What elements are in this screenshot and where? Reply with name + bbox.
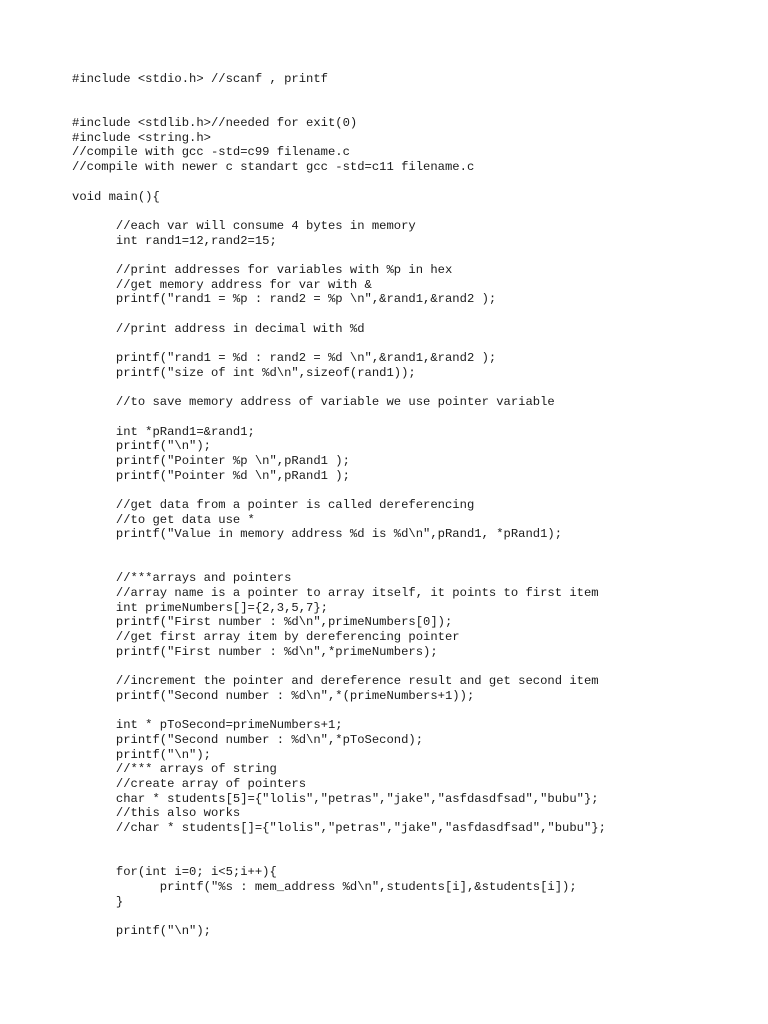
code-line: printf("Second number : %d\n",*(primeNumbers+1));: [72, 688, 475, 703]
code-line: int * pToSecond=primeNumbers+1;: [72, 718, 343, 733]
code-line: printf("Second number : %d\n",*pToSecond);: [72, 732, 424, 747]
code-line: int *pRand1=&rand1;: [72, 424, 255, 439]
code-line: //get data from a pointer is called dereferencing: [72, 497, 475, 512]
code-line: [72, 307, 752, 322]
code-line: [72, 660, 752, 675]
code-line: }: [72, 894, 124, 909]
code-line: printf("First number : %d\n",primeNumbers[0]);: [72, 615, 453, 630]
code-line: [72, 204, 752, 219]
code-line: printf("\n");: [72, 747, 211, 762]
code-line: [72, 557, 752, 572]
code-line: //each var will consume 4 bytes in memory: [72, 218, 416, 233]
code-line: //to get data use *: [72, 512, 255, 527]
code-line: //char * students[]={"lolis","petras","jake","asfdasdfsad","bubu"};: [72, 821, 606, 836]
code-line: [72, 483, 752, 498]
code-line: [72, 836, 752, 851]
code-line: for(int i=0; i<5;i++){: [72, 865, 277, 880]
code-line: [72, 175, 752, 190]
code-line: //get first array item by dereferencing pointer: [72, 630, 460, 645]
code-line: char * students[5]={"lolis","petras","jake","asfdasdfsad","bubu"};: [72, 791, 599, 806]
code-line: #include <stdlib.h>//needed for exit(0): [72, 116, 358, 131]
code-line: //to save memory address of variable we use pointer variable: [72, 395, 555, 410]
code-line: printf("rand1 = %p : rand2 = %p \n",&rand1,&rand2 );: [72, 292, 497, 307]
code-line: //compile with gcc -std=c99 filename.c: [72, 145, 350, 160]
code-line: printf("\n");: [72, 439, 211, 454]
code-line: //get memory address for var with &: [72, 277, 372, 292]
code-line: [72, 909, 752, 924]
code-line: //this also works: [72, 806, 241, 821]
code-line: printf("\n");: [72, 923, 211, 938]
code-line: [72, 704, 752, 719]
code-line: #include <stdio.h> //scanf , printf: [72, 72, 328, 86]
code-line: printf("Value in memory address %d is %d\n",pRand1, *pRand1);: [72, 527, 563, 542]
code-line: printf("rand1 = %d : rand2 = %d \n",&rand1,&rand2 );: [72, 351, 497, 366]
code-line: [72, 542, 752, 557]
code-line: //print address in decimal with %d: [72, 321, 365, 336]
code-line: void main(){: [72, 189, 160, 204]
code-document: [72, 72, 752, 939]
code-line: printf("Pointer %p \n",pRand1 );: [72, 453, 350, 468]
code-line: //increment the pointer and dereference result and get second item: [72, 674, 599, 689]
code-line: int rand1=12,rand2=15;: [72, 233, 277, 248]
code-line: #include <string.h>: [72, 130, 211, 145]
code-line: [72, 380, 752, 395]
code-line: //print addresses for variables with %p in hex: [72, 262, 453, 277]
code-line: printf("%s : mem_address %d\n",students[i],&students[i]);: [72, 879, 577, 894]
code-line: //***arrays and pointers: [72, 571, 292, 586]
code-line: [72, 410, 752, 425]
code-line: [72, 87, 752, 102]
code-line: printf("size of int %d\n",sizeof(rand1));: [72, 365, 416, 380]
code-line: printf("Pointer %d \n",pRand1 );: [72, 468, 350, 483]
code-line: //*** arrays of string: [72, 762, 277, 777]
code-line: int primeNumbers[]={2,3,5,7};: [72, 600, 328, 615]
code-line: [72, 850, 752, 865]
code-line: [72, 248, 752, 263]
code-line: //create array of pointers: [72, 777, 307, 791]
code-line: [72, 101, 752, 116]
code-line: //array name is a pointer to array itself, it points to first item: [72, 586, 599, 601]
code-line: [72, 336, 752, 351]
code-line: //compile with newer c standart gcc -std=c11 filename.c: [72, 160, 475, 175]
code-line: printf("First number : %d\n",*primeNumbers);: [72, 644, 438, 659]
